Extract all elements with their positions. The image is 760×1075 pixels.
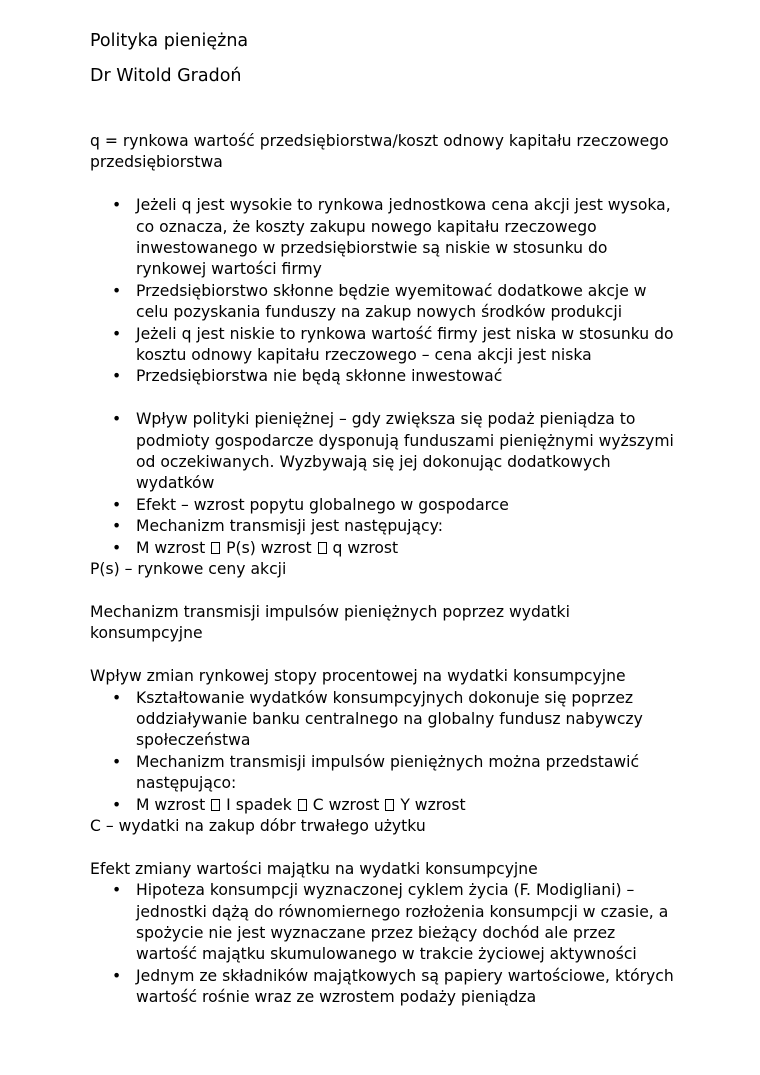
chain-part: I spadek <box>226 795 292 814</box>
document-title: Polityka pieniężna <box>90 31 249 51</box>
list-item: • Jeżeli q jest niskie to rynkowa wartość firmy jest niska w stosunku do kosztu odnowy kapitału rzeczowego – cena akcji jest niska <box>90 324 680 367</box>
arrow-icon <box>385 799 394 811</box>
list-item: • Jeżeli q jest wysokie to rynkowa jednostkowa cena akcji jest wysoka, co oznacza, że koszty zakupu nowego kapitału rzeczowego inwestowanego w przedsiębiorstwie są niskie w stosunku do rynkowej wartości firmy <box>90 195 680 281</box>
list-item: • Jednym ze składników majątkowych są papiery wartościowe, których wartość rośnie wraz ze wzrostem podaży pieniądza <box>90 966 680 1009</box>
q-effects-list <box>90 195 680 388</box>
list-item: • Kształtowanie wydatków konsumpcyjnych dokonuje się poprzez oddziaływanie banku centralnego na globalny fundusz nabywczy społeczeństwa <box>90 688 680 752</box>
section-heading: Efekt zmiany wartości majątku na wydatki konsumpcyjne <box>90 859 538 878</box>
list-item: • Przedsiębiorstwo skłonne będzie wyemitować dodatkowe akcje w celu pozyskania funduszy na zakup nowych środków produkcji <box>90 281 680 324</box>
c-note: C – wydatki na zakup dóbr trwałego użytku <box>90 816 426 835</box>
transmission-chain-item <box>90 795 680 816</box>
wealth-effect-list <box>90 880 680 1008</box>
chain-part: M wzrost <box>136 795 206 814</box>
spacer <box>90 388 680 409</box>
spacer <box>90 174 680 195</box>
q-definition: q = rynkowa wartość przedsiębiorstwa/koszt odnowy kapitału rzeczowego przedsiębiorstwa <box>90 132 669 172</box>
list-item: • Mechanizm transmisji jest następujący: <box>90 516 680 537</box>
monetary-policy-list <box>90 409 680 559</box>
list-item: • Efekt – wzrost popytu globalnego w gospodarce <box>90 495 680 516</box>
document-author: Dr Witold Gradoń <box>90 66 242 86</box>
chain-part: P(s) wzrost <box>226 538 312 557</box>
arrow-icon <box>211 799 220 811</box>
spacer <box>90 645 680 666</box>
chain-part: C wzrost <box>312 795 380 814</box>
section-heading: Wpływ zmian rynkowej stopy procentowej na wydatki konsumpcyjne <box>90 667 626 686</box>
arrow-icon <box>318 542 327 554</box>
arrow-icon <box>298 799 307 811</box>
transmission-chain-item <box>90 538 680 559</box>
section-heading: Mechanizm transmisji impulsów pieniężnych poprzez wydatki konsumpcyjne <box>90 602 570 643</box>
document-page <box>90 29 680 1009</box>
spacer <box>90 99 680 131</box>
list-item: • Hipoteza konsumpcji wyznaczonej cyklem życia (F. Modigliani) – jednostki dążą do równomiernego rozłożenia konsumpcji w czasie, a spożycie nie jest wyznaczane przez bieżący dochód ale przez wartość majątku skumulowanego w trakcie życiowej aktywności <box>90 880 680 966</box>
interest-rate-list <box>90 688 680 816</box>
list-item: • Mechanizm transmisji impulsów pieniężnych można przedstawić następująco: <box>90 752 680 795</box>
arrow-icon <box>211 542 220 554</box>
ps-note: P(s) – rynkowe ceny akcji <box>90 560 287 579</box>
list-item: • Wpływ polityki pieniężnej – gdy zwiększa się podaż pieniądza to podmioty gospodarcze dysponują funduszami pieniężnymi wyższymi od oczekiwanych. Wyzbywają się jej dokonując dodatkowych wydatków <box>90 409 680 495</box>
spacer <box>90 837 680 858</box>
chain-part: q wzrost <box>332 538 399 557</box>
chain-part: M wzrost <box>136 538 206 557</box>
spacer <box>90 581 680 602</box>
list-item: • Przedsiębiorstwa nie będą skłonne inwestować <box>90 366 680 387</box>
chain-part: Y wzrost <box>400 795 466 814</box>
